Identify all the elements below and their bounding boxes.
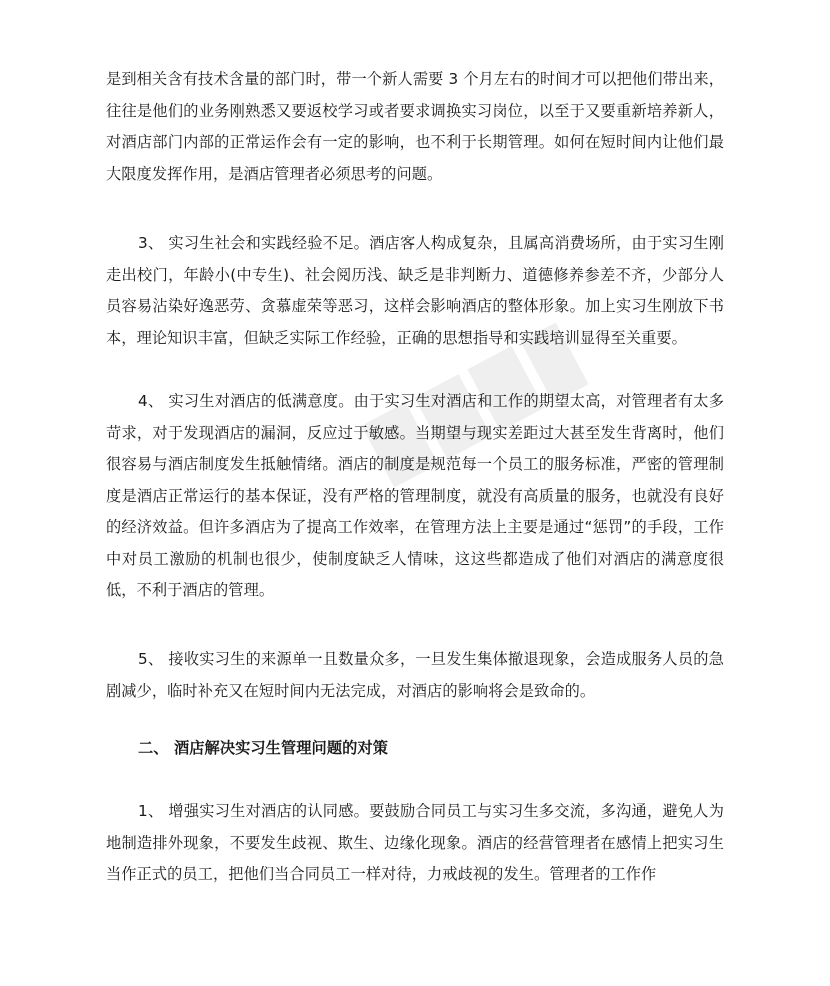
section-heading: 二、 酒店解决实习生管理问题的对策: [138, 739, 388, 757]
paragraph-item-5: 5、 接收实习生的来源单一且数量众多，一旦发生集体撤退现象，会造成服务人员的急剧减少，临时补充又在短时间内无法完成，对酒店的影响将会是致命的。: [106, 650, 724, 700]
paragraph-strategy-1: 1、 增强实习生对酒店的认同感。要鼓励合同员工与实习生多交流，多沟通，避免人为地制造排外现象，不要发生歧视、欺生、边缘化现象。酒店的经营管理者在感情上把实习生当作正式的员工，把他们当合同员工一样对待，力戒歧视的发生。管理者的工作作: [106, 802, 724, 883]
paragraph-continuation: 是到相关含有技术含量的部门时，带一个新人需要 3 个月左右的时间才可以把他们带出来，往往是他们的业务刚熟悉又要返校学习或者要求调换实习岗位，以至于又要重新培养新人，对酒店部门内部的正常运作会有一定的影响，也不利于长期管理。如何在短时间内让他们最大限度发挥作用，是酒店管理者必须思考的问题。: [106, 70, 724, 183]
paragraph-item-4: 4、 实习生对酒店的低满意度。由于实习生对酒店和工作的期望太高，对管理者有太多苛求，对于发现酒店的漏洞，反应过于敏感。当期望与现实差距过大甚至发生背离时，他们很容易与酒店制度发生抵触情绪。酒店的制度是规范每一个员工的服务标准，严密的管理制度是酒店正常运行的基本保证，没有严格的管理制度，就没有高质量的服务，也就没有良好的经济效益。但许多酒店为了提高工作效率，在管理方法上主要是通过“惩罚”的手段，工作中对员工激励的机制也很少，使制度缺乏人情味，这这些都造成了他们对酒店的满意度很低，不利于酒店的管理。: [106, 392, 724, 599]
paragraph-item-3: 3、 实习生社会和实践经验不足。酒店客人构成复杂，且属高消费场所，由于实习生刚走出校门，年龄小(中专生)、社会阅历浅、缺乏是非判断力、道德修养参差不齐，少部分人员容易沾染好逸恶劳、贪慕虚荣等恶习，这样会影响酒店的整体形象。加上实习生刚放下书本，理论知识丰富，但缺乏实际工作经验，正确的思想指导和实践培训显得至关重要。: [106, 234, 724, 347]
